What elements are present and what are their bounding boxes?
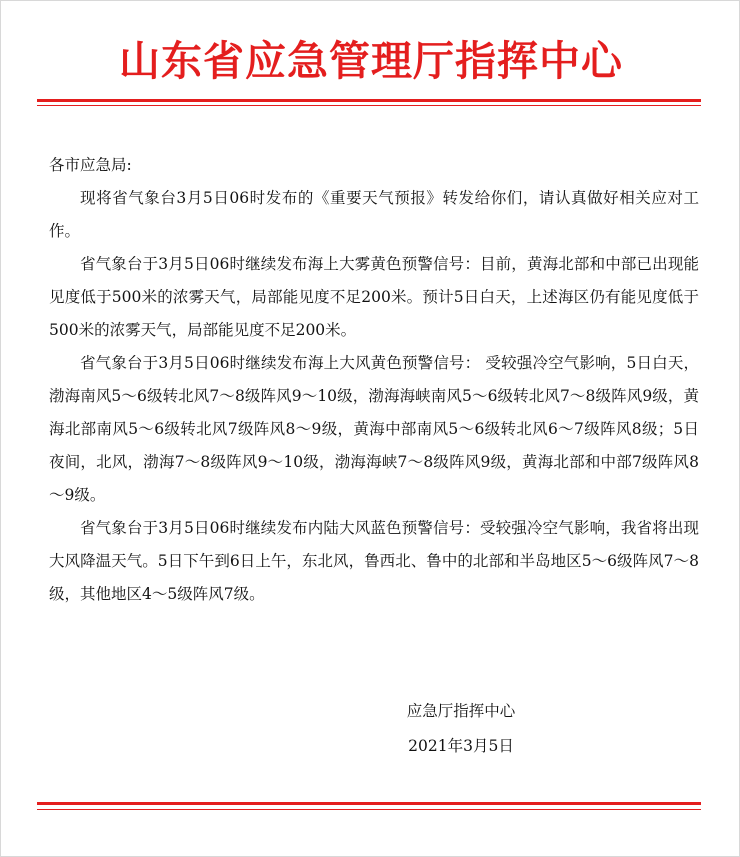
letterhead-rule-thick	[37, 99, 701, 102]
letter-body	[49, 149, 699, 611]
signature-date: 2021年3月5日	[408, 737, 514, 755]
salutation: 各市应急局:	[49, 156, 132, 174]
footer-rule-thin	[37, 809, 701, 810]
paragraph-inland-wind-warning: 省气象台于3月5日06时继续发布内陆大风蓝色预警信号：受较强冷空气影响，我省将出现大风降温天气。5日下午到6日上午，东北风，鲁西北、鲁中的北部和半岛地区5～6级阵风7～8级，其他地区4～5级阵风7级。	[49, 519, 699, 603]
paragraph-sea-wind-warning: 省气象台于3月5日06时继续发布海上大风黄色预警信号： 受较强冷空气影响，5日白天，渤海南风5～6级转北风7～8级阵风9～10级，渤海海峡南风5～6级转北风7～8级阵风9级，黄海北部南风5～6级转北风7级阵风8～9级，黄海中部南风5～6级转北风6～7级阵风8级；5日夜间，北风，渤海7～8级阵风9～10级，渤海海峡7～8级阵风9级，黄海北部和中部7级阵风8～9级。	[49, 354, 699, 504]
letterhead-rule-thin	[37, 105, 701, 106]
footer-rule-thick	[37, 802, 701, 805]
signature-block	[361, 694, 561, 764]
signature-org: 应急厅指挥中心	[406, 702, 516, 720]
letterhead-title: 山东省应急管理厅指挥中心	[119, 37, 623, 85]
paragraph-sea-fog-warning: 省气象台于3月5日06时继续发布海上大雾黄色预警信号：目前，黄海北部和中部已出现能见度低于500米的浓雾天气，局部能见度不足200米。预计5日白天，上述海区仍有能见度低于500米的浓雾天气，局部能见度不足200米。	[49, 255, 699, 339]
paragraph-forward-notice: 现将省气象台3月5日06时发布的《重要天气预报》转发给你们，请认真做好相关应对工作。	[49, 189, 699, 240]
